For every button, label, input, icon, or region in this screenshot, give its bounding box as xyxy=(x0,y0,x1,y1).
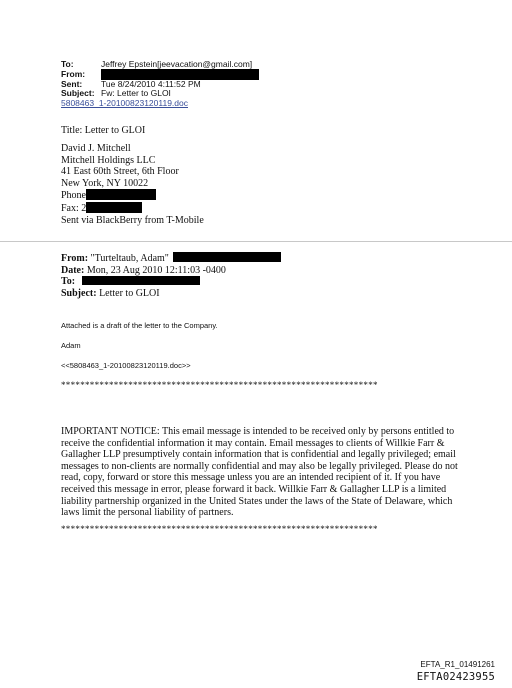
forwarded-subject-label: Subject: xyxy=(61,287,97,299)
forwarded-date-value: Mon, 23 Aug 2010 12:11:03 -0400 xyxy=(86,264,226,276)
redaction-block xyxy=(82,276,200,285)
signature-fax-row xyxy=(61,202,179,215)
forwarded-date-label: Date: xyxy=(61,264,85,276)
signature-name: David J. Mitchell xyxy=(61,143,131,154)
signature-address-1: 41 East 60th Street, 6th Floor xyxy=(61,166,179,178)
from-label: From: xyxy=(61,68,86,79)
forwarded-from-row xyxy=(61,252,281,265)
subject-value: Fw: Letter to GLOI xyxy=(101,88,171,99)
body-signoff: Adam xyxy=(61,341,81,350)
efta-reference-large: EFTA02423955 xyxy=(416,671,495,683)
header-attachment-row xyxy=(61,99,259,109)
signature-block xyxy=(61,143,179,215)
email-header xyxy=(61,60,259,108)
redaction-block xyxy=(86,202,142,213)
signature-address-2: New York, NY 10022 xyxy=(61,177,149,189)
body-attached-text: Attached is a draft of the letter to the Company. xyxy=(61,321,218,330)
redaction-block xyxy=(101,69,259,80)
to-value: Jeffrey Epstein[jeevacation@gmail.com] xyxy=(101,59,253,69)
redaction-block xyxy=(86,189,156,200)
attachment-link[interactable]: 5808463_1-20100823120119.doc xyxy=(61,97,188,108)
sent-via-line: Sent via BlackBerry from T-Mobile xyxy=(61,215,204,226)
sent-value: Tue 8/24/2010 4:11:52 PM xyxy=(101,78,201,89)
signature-phone-label: Phone xyxy=(61,190,86,202)
forwarded-to-row xyxy=(61,276,281,288)
title-line: Title: Letter to GLOI xyxy=(61,125,146,136)
separator-top: ****************************************************************** xyxy=(61,380,378,390)
signature-company: Mitchell Holdings LLC xyxy=(61,154,156,166)
forwarded-from-label: From: xyxy=(61,253,89,264)
forwarded-to-label: To: xyxy=(61,276,76,288)
forwarded-header xyxy=(61,252,281,299)
subject-label: Subject: xyxy=(61,88,95,99)
body-attachment-ref: <<5808463_1-20100823120119.doc>> xyxy=(61,361,191,370)
efta-reference-small: EFTA_R1_01491261 xyxy=(420,660,495,669)
to-label: To: xyxy=(61,59,74,69)
forwarded-date-row xyxy=(61,265,281,277)
redaction-block xyxy=(173,252,281,262)
separator-bottom: ****************************************************************** xyxy=(61,524,378,534)
forwarded-subject-row xyxy=(61,288,281,300)
forwarded-from-value: "Turteltaub, Adam" xyxy=(90,253,169,264)
forwarded-subject-value: Letter to GLOI xyxy=(99,287,160,299)
signature-phone-row xyxy=(61,189,179,202)
signature-fax-label: Fax: 2 xyxy=(61,202,87,214)
sent-label: Sent: xyxy=(61,78,83,89)
page-divider xyxy=(0,241,512,242)
important-notice: IMPORTANT NOTICE: This email message is intended to be received only by persons entitled to receive the confidential information it may contain. Email messages to clients of Willkie Farr & Gallagher LLP presumptively contain information that is confidential and legally privileged; email messages to non-clients are normally confidential and may also be legally privileged. Please do not read, copy, forward or store this message unless you are an intended recipient of it. If you have received this message in error, please forward it back. Willkie Farr & Gallagher LLP is a limited liability partnership organized in the United States under the laws of the State of Delaware, which laws limit the personal liability of partners. xyxy=(61,426,458,519)
